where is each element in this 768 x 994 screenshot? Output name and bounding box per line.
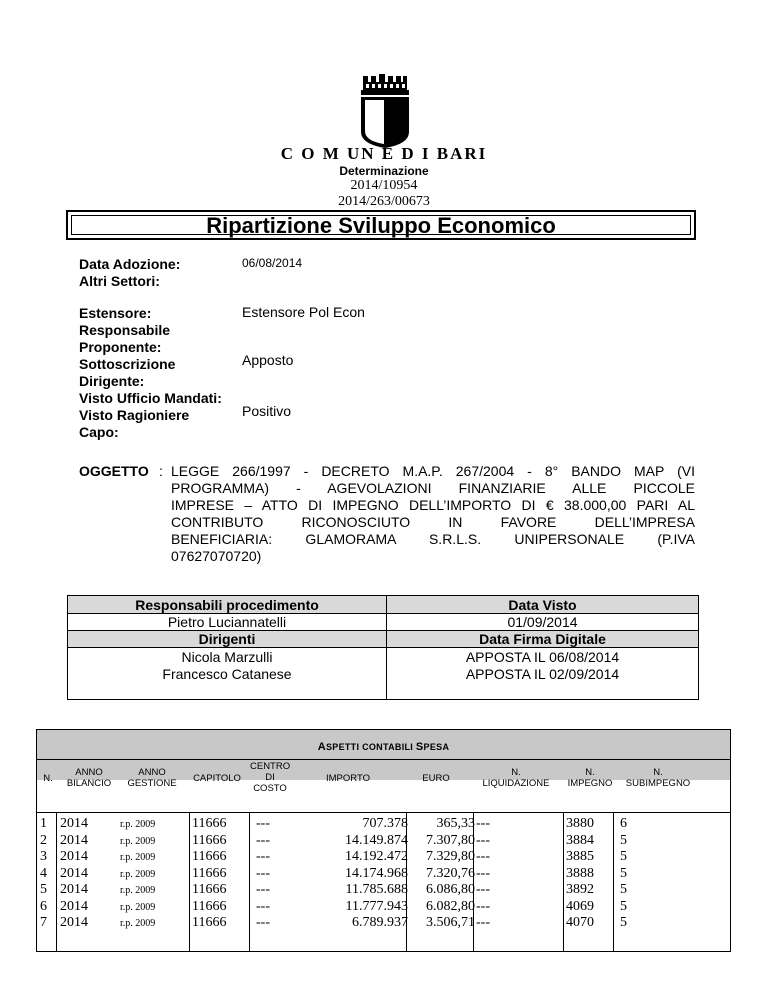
oggetto-line: 07627070720) — [171, 548, 262, 564]
cell-capitolo: 11666 — [192, 816, 227, 831]
cell-gestione: r.p. 2009 — [120, 835, 156, 847]
cell-euro: 7.329,80 — [426, 849, 475, 864]
cell-n: 6 — [40, 898, 47, 914]
col-header-importo: IMPORTO — [326, 773, 370, 784]
proponente-label: Proponente: — [79, 339, 162, 355]
cell-liquidazione: --- — [476, 849, 490, 864]
sottoscrizione-value: Apposto — [242, 352, 294, 368]
col-header-euro: EURO — [422, 773, 450, 784]
cell-importo: 6.789.937 — [352, 915, 408, 930]
col-header-centro-di-costo: CENTRO DI COSTO — [250, 761, 291, 794]
responsabile-name: Pietro Luciannatelli — [167, 614, 287, 630]
cell-capitolo: 11666 — [192, 865, 227, 881]
ripartizione-title: Ripartizione Sviluppo Economico — [206, 213, 556, 238]
cell-subimpegno: 6 — [620, 816, 627, 831]
cell-euro: 365,33 — [436, 816, 475, 831]
determinazione-number-2: 2014/263/00673 — [338, 194, 430, 209]
col-header-n: N. — [43, 773, 53, 784]
cell-subimpegno: 5 — [620, 915, 627, 930]
oggetto-line: CONTRIBUTO RICONOSCIUTO IN FAVORE DELL’IMPRESA — [171, 514, 695, 530]
visto-ragioniere-label: Visto Ragioniere — [79, 407, 190, 423]
capo-label: Capo: — [79, 424, 119, 440]
responsabile-label: Responsabile — [79, 322, 171, 338]
cell-centro: --- — [256, 882, 270, 897]
determinazione-label: Determinazione — [339, 164, 429, 178]
cell-impegno: 3884 — [566, 832, 594, 848]
col-header-capitolo: CAPITOLO — [193, 773, 241, 784]
cell-importo: 14.149.874 — [345, 832, 408, 848]
oggetto-text — [171, 463, 695, 565]
cell-n: 3 — [40, 849, 47, 864]
visto-ufficio-mandati-label: Visto Ufficio Mandati: — [79, 390, 222, 406]
cell-centro: --- — [256, 915, 270, 930]
firma-value: APPOSTA IL 02/09/2014 — [465, 666, 620, 682]
cell-subimpegno: 5 — [620, 898, 627, 914]
cell-importo: 707.378 — [362, 816, 408, 831]
cell-gestione: r.p. 2009 — [120, 885, 156, 896]
cell-subimpegno: 5 — [620, 882, 627, 897]
estensore-label: Estensore: — [79, 305, 152, 321]
cell-impegno: 3880 — [566, 816, 594, 831]
cell-capitolo: 11666 — [192, 849, 227, 864]
cell-gestione: r.p. 2009 — [120, 819, 156, 830]
data-adozione-value: 06/08/2014 — [242, 256, 303, 270]
cell-liquidazione: --- — [476, 832, 490, 848]
cell-bilancio: 2014 — [60, 898, 88, 914]
cell-importo: 11.785.688 — [345, 882, 408, 897]
cell-centro: --- — [256, 816, 270, 831]
estensore-value: Estensore Pol Econ — [242, 304, 365, 320]
cell-bilancio: 2014 — [60, 865, 88, 881]
col-header-anno-gestione: ANNO GESTIONE — [127, 767, 177, 789]
responsabili-procedimento-header: Responsabili procedimento — [135, 597, 319, 613]
cell-impegno: 3888 — [566, 865, 594, 881]
altri-settori-label: Altri Settori: — [79, 273, 160, 289]
cell-euro: 3.506,71 — [426, 915, 475, 930]
cell-importo: 11.777.943 — [345, 898, 408, 914]
cell-n: 7 — [40, 915, 47, 930]
cell-importo: 14.192.472 — [345, 849, 408, 864]
comune-crest-logo — [355, 72, 415, 150]
cell-subimpegno: 5 — [620, 849, 627, 864]
cell-bilancio: 2014 — [60, 849, 88, 864]
cell-impegno: 3885 — [566, 849, 594, 864]
data-firma-digitale-header: Data Firma Digitale — [479, 631, 606, 647]
cell-n: 2 — [40, 832, 47, 848]
sottoscrizione-label: Sottoscrizione — [79, 356, 176, 372]
cell-euro: 7.307,80 — [426, 832, 475, 848]
col-header-n-impegno: N. IMPEGNO — [567, 767, 613, 789]
cell-gestione: r.p. 2009 — [120, 901, 156, 913]
cell-euro: 6.086,80 — [426, 882, 475, 897]
oggetto-line: BENEFICIARIA: GLAMORAMA S.R.L.S. UNIPERSONALE (P.IVA — [171, 531, 695, 547]
cell-subimpegno: 5 — [620, 832, 627, 848]
cell-centro: --- — [256, 832, 270, 848]
data-visto-value: 01/09/2014 — [507, 614, 578, 630]
cell-euro: 7.320,76 — [426, 865, 475, 881]
cell-capitolo: 11666 — [192, 832, 227, 848]
data-visto-header: Data Visto — [508, 597, 577, 613]
cell-gestione: r.p. 2009 — [120, 868, 156, 880]
cell-impegno: 3892 — [566, 882, 594, 897]
responsabili-box — [67, 595, 699, 700]
cell-liquidazione: --- — [476, 915, 490, 930]
dirigente-name: Francesco Catanese — [162, 666, 292, 682]
cell-centro: --- — [256, 898, 270, 914]
cell-n: 4 — [40, 865, 47, 881]
cell-centro: --- — [256, 865, 270, 881]
cell-capitolo: 11666 — [192, 882, 227, 897]
cell-importo: 14.174.968 — [345, 865, 408, 881]
dirigenti-header: Dirigenti — [198, 631, 256, 647]
cell-bilancio: 2014 — [60, 816, 88, 831]
aspetti-contabili-title: ASPETTI CONTABILI SPESA — [317, 741, 450, 753]
cell-liquidazione: --- — [476, 865, 490, 881]
oggetto-label: OGGETTO — [79, 463, 149, 479]
cell-n: 5 — [40, 882, 47, 897]
cell-impegno: 4069 — [566, 898, 594, 914]
oggetto-colon: : — [159, 463, 163, 479]
data-adozione-label: Data Adozione: — [79, 256, 181, 272]
oggetto-line: IMPRESE – ATTO DI IMPEGNO DELL’IMPORTO DI € 38.000,00 PARI AL — [171, 497, 695, 513]
cell-impegno: 4070 — [566, 915, 594, 930]
ripartizione-title-box — [66, 210, 696, 240]
dirigente-label: Dirigente: — [79, 373, 145, 389]
cell-n: 1 — [40, 816, 47, 831]
cell-bilancio: 2014 — [60, 882, 88, 897]
cell-capitolo: 11666 — [192, 898, 227, 914]
firma-value: APPOSTA IL 06/08/2014 — [465, 649, 620, 665]
col-header-n-liquidazione: N. LIQUIDAZIONE — [482, 767, 550, 789]
cell-bilancio: 2014 — [60, 832, 88, 848]
visto-ragioniere-value: Positivo — [242, 403, 292, 419]
cell-liquidazione: --- — [476, 816, 490, 831]
cell-centro: --- — [256, 849, 270, 864]
oggetto-line: PROGRAMMA) - AGEVOLAZIONI FINANZIARIE ALLE PICCOLE — [171, 480, 695, 496]
col-header-n-subimpegno: N. SUBIMPEGNO — [625, 767, 691, 789]
col-header-anno-bilancio: ANNO BILANCIO — [66, 767, 112, 789]
oggetto-line: LEGGE 266/1997 - DECRETO M.A.P. 267/2004 - 8° BANDO MAP (VI — [171, 463, 695, 479]
cell-liquidazione: --- — [476, 898, 490, 914]
cell-gestione: r.p. 2009 — [120, 918, 156, 929]
cell-bilancio: 2014 — [60, 915, 88, 930]
dirigente-name: Nicola Marzulli — [181, 649, 273, 665]
cell-subimpegno: 5 — [620, 865, 627, 881]
comune-name: C O M UN E D I BARI — [280, 144, 488, 163]
cell-gestione: r.p. 2009 — [120, 852, 156, 863]
cell-euro: 6.082,80 — [426, 898, 475, 914]
determinazione-number-1: 2014/10954 — [350, 178, 418, 193]
cell-liquidazione: --- — [476, 882, 490, 897]
cell-capitolo: 11666 — [192, 915, 227, 930]
